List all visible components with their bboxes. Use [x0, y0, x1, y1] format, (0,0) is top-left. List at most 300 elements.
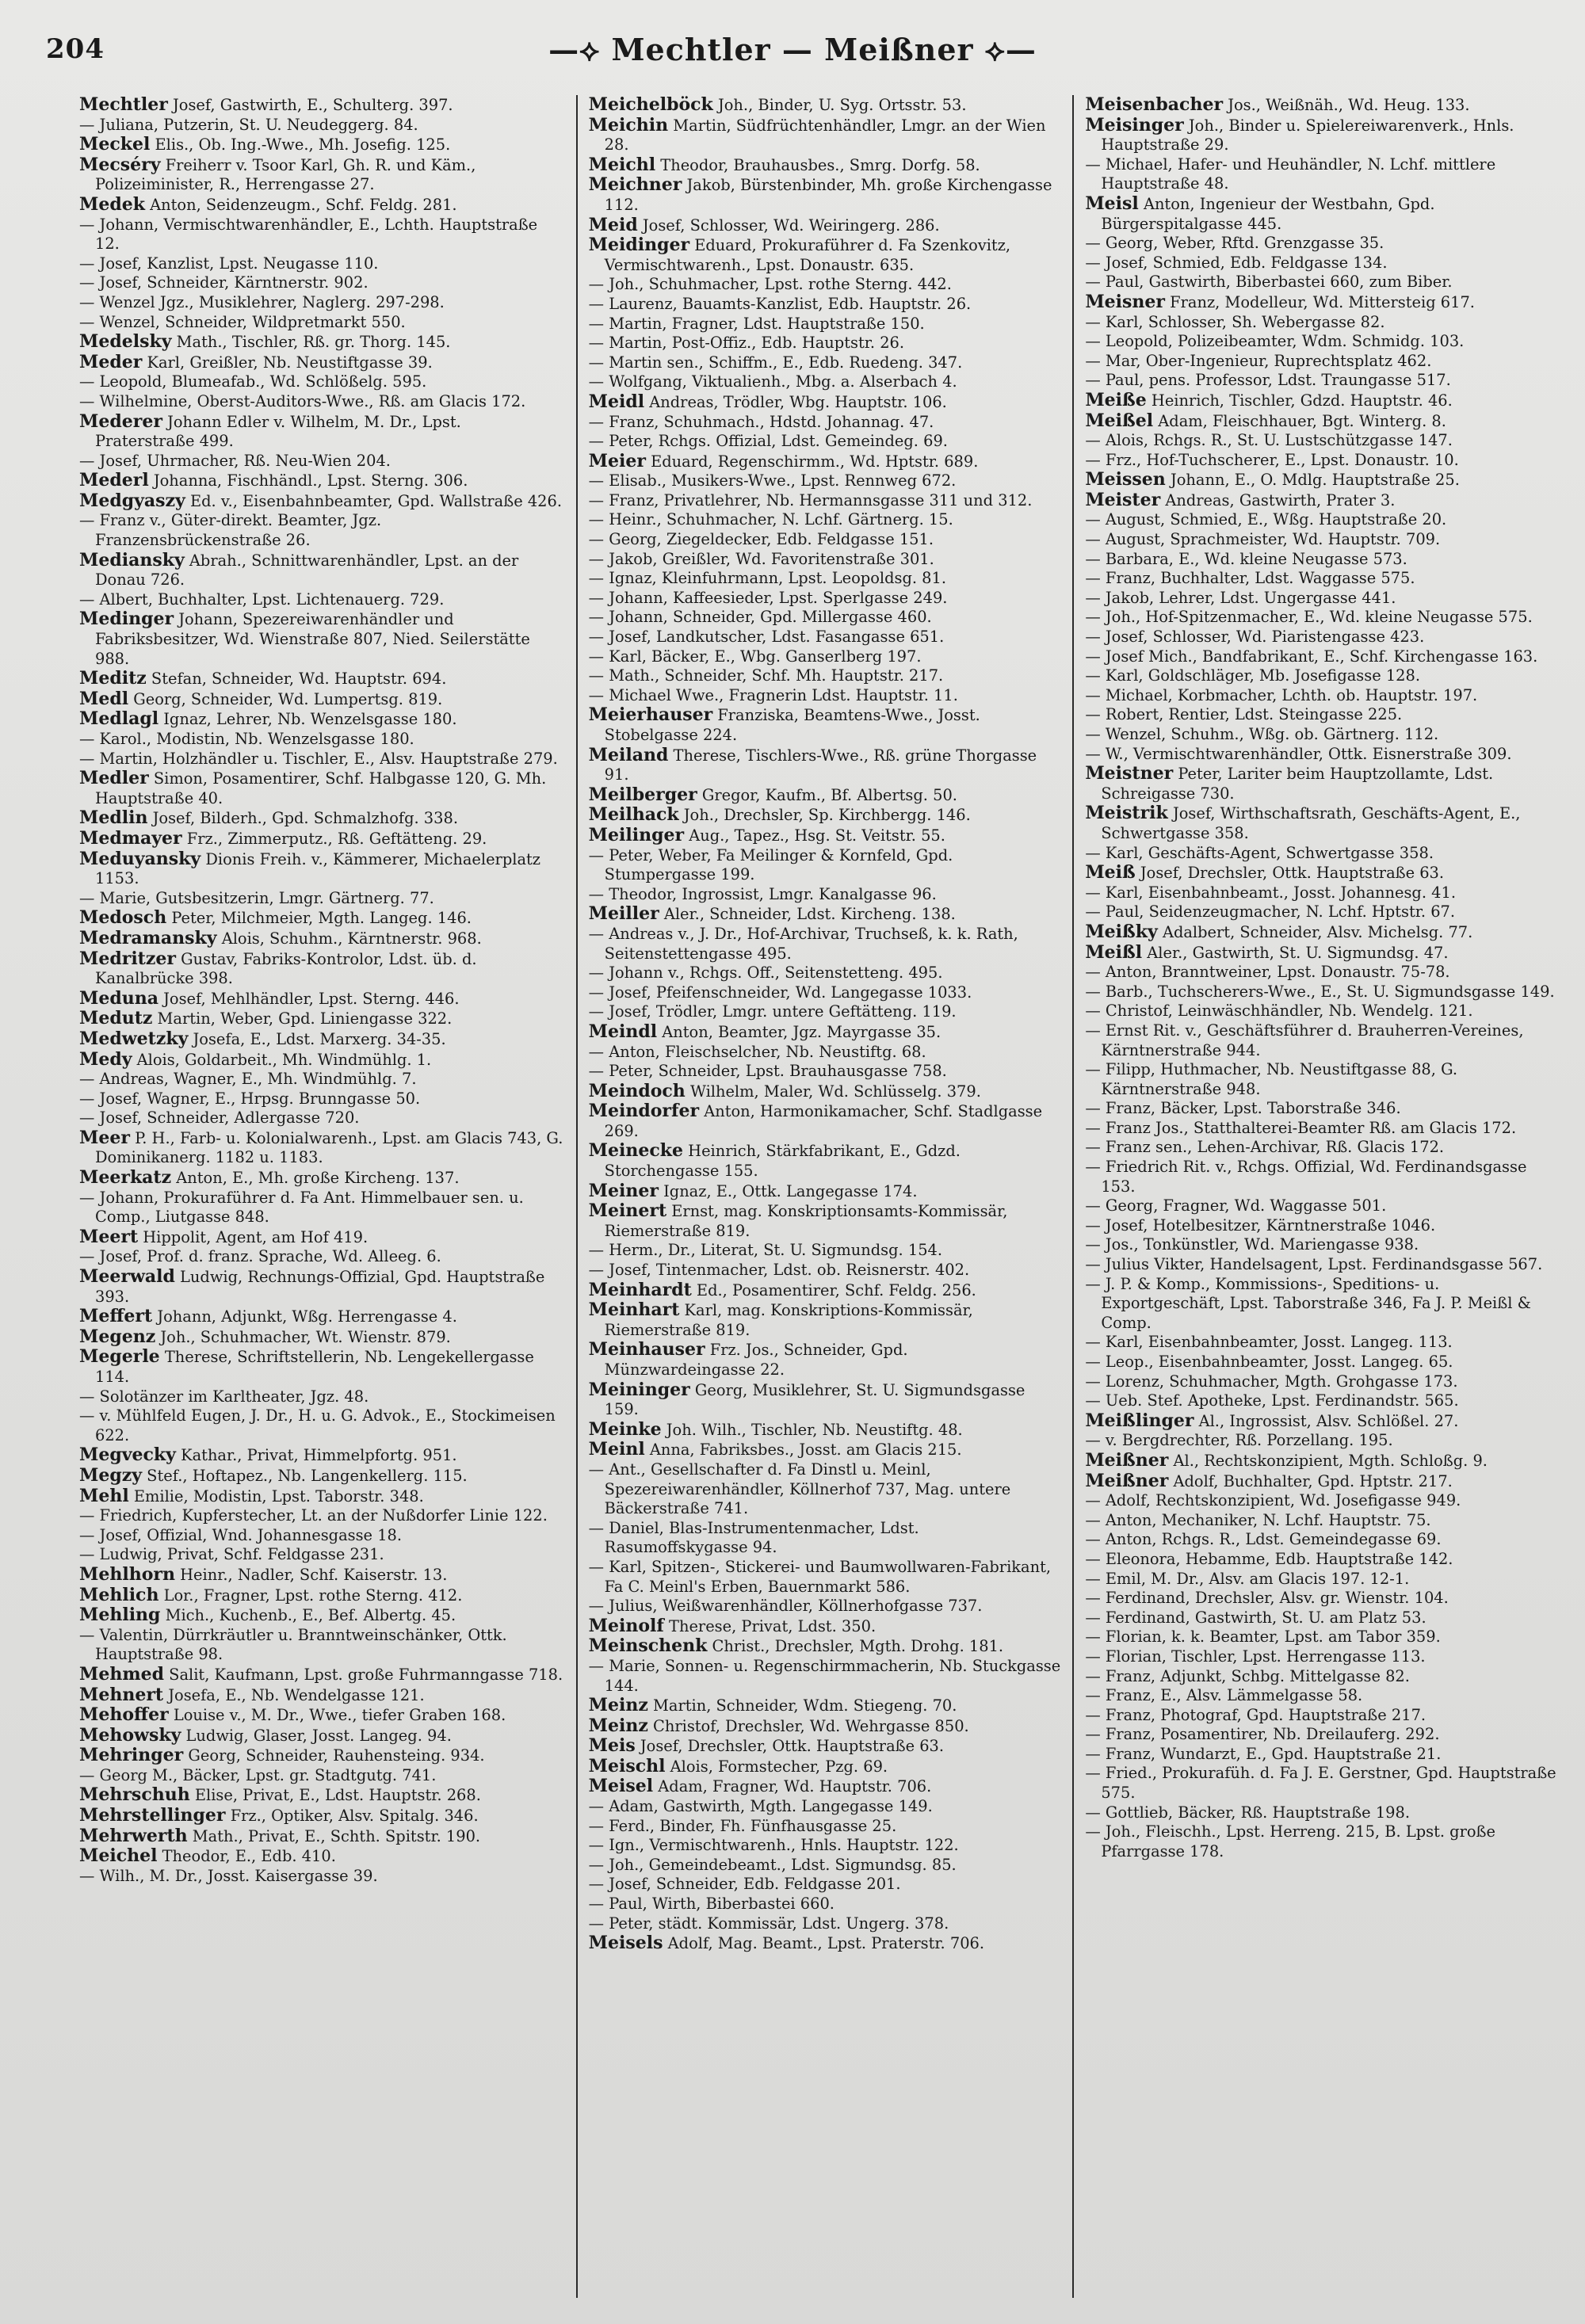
entry-text: — Julius Vikter, Handelsagent, Lpst. Ferdinandsgasse 567.: [1085, 1255, 1543, 1274]
directory-entry: [1085, 254, 1558, 273]
entry-surname: Medosch: [79, 907, 167, 929]
entry-text: Aler., Schneider, Ldst. Kircheng. 138.: [659, 905, 956, 924]
directory-entry: [1085, 1196, 1558, 1216]
directory-entry: [1085, 1099, 1558, 1119]
entry-text: Theodor, Brauhausbes., Smrg. Dorfg. 58.: [655, 155, 980, 174]
directory-entry: [79, 254, 565, 274]
directory-entry: [589, 1558, 1062, 1597]
entry-text: — Elisab., Musikers-Wwe., Lpst. Rennweg 672.: [588, 471, 957, 490]
directory-entry: [79, 155, 565, 195]
entry-text: — Franz, E., Alsv. Lämmelgasse 58.: [1085, 1686, 1363, 1705]
entry-surname: Meffert: [79, 1306, 153, 1327]
entry-surname: Meistrik: [1085, 803, 1168, 824]
directory-entry: [589, 510, 1062, 530]
entry-surname: Megvecky: [79, 1444, 176, 1466]
entry-text: — Gottlieb, Bäcker, Rß. Hauptstraße 198.: [1085, 1803, 1410, 1822]
directory-entry: [79, 1586, 565, 1606]
entry-surname: Meinke: [588, 1418, 662, 1440]
directory-entry: [1085, 725, 1558, 745]
directory-entry: [589, 1757, 1062, 1777]
entry-surname: Medutz: [79, 1008, 153, 1029]
directory-entry: [1085, 1471, 1558, 1492]
directory-entry: [79, 1867, 565, 1887]
directory-entry: [79, 1387, 565, 1407]
directory-entry: [1085, 292, 1558, 313]
entry-surname: Meilinger: [588, 824, 685, 845]
entry-text: Josef, Wirthschaftsrath, Geschäfts-Agent, E., Schwertgasse 358.: [1101, 804, 1521, 842]
directory-entry: [79, 949, 565, 989]
entry-text: Eduard, Regenschirmm., Wd. Hptstr. 689.: [645, 452, 979, 471]
directory-entry: [1085, 1451, 1558, 1471]
entry-text: Josefa, E., Nb. Wendelgasse 121.: [163, 1685, 425, 1704]
directory-entry: [589, 569, 1062, 589]
entry-surname: Medmayer: [79, 827, 182, 849]
directory-entry: [589, 155, 1062, 176]
directory-entry: [79, 730, 565, 750]
directory-entry: [589, 550, 1062, 570]
entry-surname: Meiller: [588, 903, 659, 925]
directory-entry: [79, 1766, 565, 1786]
entry-text: Andreas, Trödler, Wbg. Hauptstr. 106.: [644, 392, 947, 411]
entry-text: — Anton, Branntweiner, Lpst. Donaustr. 75-78.: [1085, 963, 1450, 982]
directory-entry: [1085, 1431, 1558, 1451]
entry-text: — Leopold, Polizeibeamter, Wdm. Schmidg. 103.: [1085, 332, 1465, 351]
entry-surname: Mehlhorn: [79, 1563, 175, 1585]
directory-entry: [79, 372, 565, 392]
entry-text: — Peter, städt. Kommissär, Ldst. Ungerg. 378.: [588, 1914, 949, 1933]
directory-entry: [1085, 1021, 1558, 1060]
directory-entry: [589, 1716, 1062, 1737]
directory-entry: [589, 746, 1062, 785]
entry-text: Josefa, E., Ldst. Marxerg. 34-35.: [188, 1029, 446, 1048]
entry-text: — Karl, Spitzen-, Stickerei- und Baumwollwaren-Fabrikant, Fa C. Meinl's Erben, Bauernmarkt 586.: [588, 1557, 1052, 1596]
directory-entry: [1085, 1235, 1558, 1255]
directory-entry: [79, 590, 565, 610]
entry-surname: Meilhack: [588, 804, 679, 826]
entry-text: Josef, Bilderh., Gpd. Schmalzhofg. 338.: [147, 809, 458, 828]
entry-text: — Franz Jos., Statthalterei-Beamter Rß. am Glacis 172.: [1085, 1118, 1517, 1137]
entry-text: — Josef, Offizial, Wnd. Johannesgasse 18.: [79, 1525, 403, 1544]
entry-text: Alois, Schuhm., Kärntnerstr. 968.: [216, 929, 482, 948]
entry-text: Georg, Schneider, Rauhensteing. 934.: [183, 1746, 485, 1765]
entry-text: — Wenzel Jgz., Musiklehrer, Naglerg. 297-298.: [79, 292, 445, 311]
directory-entry: [79, 829, 565, 849]
entry-surname: Meierhauser: [588, 704, 713, 726]
entry-surname: Meisinger: [1085, 114, 1184, 135]
entry-text: — Franz, Wundarzt, E., Gpd. Hauptstraße 21.: [1085, 1744, 1442, 1763]
entry-text: Aler., Gastwirth, St. U. Sigmundsg. 47.: [1142, 943, 1449, 962]
entry-text: Jakob, Bürstenbinder, Mh. große Kirchengasse 112.: [604, 176, 1052, 214]
entry-text: — August, Schmied, E., Wßg. Hauptstraße 20.: [1085, 510, 1447, 529]
directory-entry: [1085, 1491, 1558, 1511]
entry-surname: Meichelböck: [588, 95, 713, 115]
entry-text: Therese, Tischlers-Wwe., Rß. grüne Thorgasse 91.: [604, 746, 1037, 784]
directory-entry: [1085, 883, 1558, 903]
entry-text: Ignaz, Lehrer, Nb. Wenzelsgasse 180.: [158, 710, 457, 729]
entry-text: Jos., Weißnäh., Wd. Heug. 133.: [1223, 96, 1470, 114]
entry-surname: Meer: [79, 1127, 130, 1148]
directory-entry: [79, 116, 565, 135]
entry-text: — Josef, Schneider, Adlergasse 720.: [79, 1109, 360, 1128]
directory-entry: [79, 135, 565, 155]
entry-text: — Wenzel, Schneider, Wildpretmarkt 550.: [79, 312, 406, 331]
directory-entry: [1085, 686, 1558, 706]
directory-entry: [79, 313, 565, 333]
directory-entry: [79, 1506, 565, 1526]
directory-entry: [79, 1705, 565, 1726]
directory-entry: [79, 1486, 565, 1507]
directory-entry: [79, 1806, 565, 1826]
entry-text: Franz, Modelleur, Wd. Mittersteig 617.: [1165, 292, 1475, 311]
directory-entry: [589, 1836, 1062, 1856]
entry-text: Salit, Kaufmann, Lpst. große Fuhrmanngasse 718.: [164, 1665, 563, 1684]
entry-text: — Karol., Modistin, Nb. Wenzelsgasse 180.: [79, 730, 414, 748]
directory-entry: [1085, 1667, 1558, 1687]
entry-surname: Medgyaszy: [79, 490, 185, 511]
directory-entry: [589, 1101, 1062, 1141]
directory-entry: [79, 1406, 565, 1445]
directory-entry: [1085, 1647, 1558, 1667]
directory-entry: [1085, 1628, 1558, 1647]
directory-entry: [79, 808, 565, 829]
entry-text: Karl, mag. Konskriptions-Kommissär, Riemerstraße 819.: [604, 1301, 973, 1339]
entry-surname: Meister: [1085, 489, 1161, 510]
entry-surname: Meissen: [1085, 469, 1166, 490]
directory-entry: [589, 175, 1062, 215]
directory-entry: [589, 1440, 1062, 1460]
directory-entry: [79, 1685, 565, 1706]
entry-text: Frz., Zimmerputz., Rß. Geftätteng. 29.: [181, 829, 487, 848]
directory-entry: [589, 235, 1062, 275]
entry-text: Johann, Adjunkt, Wßg. Herrengasse 4.: [152, 1307, 457, 1326]
entry-text: — Marie, Sonnen- u. Regenschirmmacherin, Nb. Stuckgasse 144.: [588, 1656, 1061, 1695]
directory-entry: [589, 1420, 1062, 1441]
entry-surname: Meid: [588, 214, 638, 235]
entry-text: — Barbara, E., Wd. kleine Neugasse 573.: [1085, 549, 1407, 568]
entry-surname: Meinecke: [588, 1140, 683, 1162]
directory-entry: [1085, 313, 1558, 333]
entry-text: Christof, Drechsler, Wd. Wehrgasse 850.: [647, 1716, 969, 1735]
entry-text: — Johann, Kaffeesieder, Lpst. Sperlgasse 249.: [588, 588, 948, 607]
directory-entry: [589, 647, 1062, 667]
entry-text: — Valentin, Dürrkräutler u. Branntweinschänker, Ottk. Hauptstraße 98.: [79, 1625, 507, 1664]
entry-text: Louise v., M. Dr., Wwe., tiefer Graben 168.: [168, 1706, 506, 1725]
entry-surname: Medlin: [79, 807, 148, 829]
entry-text: Hippolit, Agent, am Hof 419.: [138, 1227, 369, 1246]
directory-entry: [1085, 1060, 1558, 1099]
entry-text: Math., Privat, E., Schth. Spitstr. 190.: [187, 1826, 481, 1845]
entry-text: — Lorenz, Schuhmacher, Mgth. Grohgasse 173.: [1085, 1372, 1458, 1391]
directory-entry: [1085, 490, 1558, 511]
directory-entry: [589, 334, 1062, 353]
entry-text: — Johann, Vermischtwarenhändler, E., Lchth. Hauptstraße 12.: [79, 215, 538, 254]
entry-surname: Mederl: [79, 470, 149, 491]
directory-entry: [589, 686, 1062, 706]
directory-entry: [79, 1466, 565, 1486]
directory-entry: [79, 1605, 565, 1626]
entry-text: — Josef, Hotelbesitzer, Kärntnerstraße 1046.: [1085, 1215, 1436, 1235]
directory-entry: [589, 1181, 1062, 1202]
entry-text: Aug., Tapez., Hsg. St. Veitstr. 55.: [684, 826, 945, 845]
entry-surname: Meißl: [1085, 941, 1143, 963]
entry-text: Lor., Fragner, Lpst. rothe Sterng. 412.: [158, 1586, 463, 1605]
entry-text: Adam, Fleischhauer, Bgt. Winterg. 8.: [1153, 411, 1446, 430]
directory-entry: [79, 1826, 565, 1847]
entry-text: Johann, Spezereiwarenhändler und Fabriksbesitzer, Wd. Wienstraße 807, Nied. Seilerstätte 988.: [95, 610, 530, 668]
entry-text: Heinrich, Tischler, Gdzd. Hauptstr. 46.: [1146, 391, 1453, 410]
entry-text: Martin, Weber, Gpd. Liniengasse 322.: [152, 1009, 453, 1028]
directory-entry: [589, 1241, 1062, 1261]
entry-text: Martin, Südfrüchtenhändler, Lmgr. an der Wien 28.: [604, 116, 1046, 155]
directory-entry: [79, 1009, 565, 1029]
entry-text: Math., Tischler, Rß. gr. Thorg. 145.: [171, 333, 451, 352]
directory-entry: [1085, 391, 1558, 411]
directory-entry: [79, 1665, 565, 1685]
directory-entry: [589, 471, 1062, 491]
entry-text: — Paul, pens. Professor, Ldst. Traungasse 517.: [1085, 371, 1451, 390]
entry-text: Georg, Schneider, Wd. Lumpertsg. 819.: [128, 689, 443, 708]
entry-text: Alois, Goldarbeit., Mh. Windmühlg. 1.: [132, 1050, 432, 1069]
page-number: 204: [46, 33, 105, 65]
entry-surname: Mederer: [79, 410, 162, 432]
directory-entry: [1085, 628, 1558, 647]
directory-entry: [79, 1526, 565, 1546]
entry-surname: Meininger: [588, 1379, 690, 1400]
entry-surname: Meinert: [588, 1200, 667, 1222]
directory-entry: [79, 1070, 565, 1089]
entry-text: Johann, E., O. Mdlg. Hauptstraße 25.: [1165, 471, 1460, 490]
entry-text: Anton, Beamter, Jgz. Mayrgasse 35.: [657, 1022, 941, 1041]
entry-text: Karl, Greißler, Nb. Neustiftgasse 39.: [142, 353, 433, 372]
directory-entry: [589, 1776, 1062, 1797]
entry-text: — Karl, Geschäfts-Agent, Schwertgasse 358.: [1085, 843, 1434, 862]
entry-text: Peter, Milchmeier, Mgth. Langeg. 146.: [166, 909, 472, 928]
entry-text: — Laurenz, Bauamts-Kanzlist, Edb. Hauptstr. 26.: [588, 294, 972, 313]
entry-surname: Meindl: [588, 1021, 658, 1042]
directory-entry: [589, 1597, 1062, 1616]
entry-text: — Ernst Rit. v., Geschäftsführer d. Brauherren-Vereines, Kärntnerstraße 944.: [1085, 1021, 1524, 1059]
directory-entry: [1085, 863, 1558, 883]
directory-entry: [1085, 1608, 1558, 1628]
directory-entry: [1085, 1570, 1558, 1589]
entry-text: Emilie, Modistin, Lpst. Taborstr. 348.: [128, 1486, 424, 1505]
entry-text: — Franz, Privatlehrer, Nb. Hermannsgasse 311 und 312.: [588, 490, 1033, 509]
entry-text: — Anton, Mechaniker, N. Lchf. Hauptstr. 75.: [1085, 1510, 1431, 1529]
directory-entry: [1085, 608, 1558, 628]
entry-text: — Joh., Gemeindebeamt., Ldst. Sigmundsg. 85.: [588, 1855, 957, 1874]
entry-text: Therese, Schriftstellerin, Nb. Lengekellergasse 114.: [95, 1348, 534, 1386]
directory-entry: [589, 1797, 1062, 1817]
directory-entry: [589, 1696, 1062, 1716]
entry-text: Al., Rechtskonzipient, Mgth. Schloßg. 9.: [1168, 1451, 1488, 1470]
entry-text: — Daniel, Blas-Instrumentenmacher, Ldst. Rasumoffskygasse 94.: [588, 1518, 919, 1557]
directory-entry: [589, 628, 1062, 647]
directory-entry: [1085, 922, 1558, 943]
entry-surname: Meiner: [588, 1180, 659, 1201]
entry-text: Ed., Posamentirer, Schf. Feldg. 256.: [691, 1280, 976, 1299]
entry-surname: Medwetzky: [79, 1028, 189, 1049]
directory-entry: [79, 273, 565, 293]
entry-text: — Math., Schneider, Schf. Mh. Hauptstr. 217.: [588, 666, 944, 685]
entry-text: Simon, Posamentirer, Schf. Halbgasse 120, G. Mh. Hauptstraße 40.: [95, 769, 547, 807]
directory-entry: [79, 1089, 565, 1109]
directory-entry: [589, 95, 1062, 116]
entry-text: — Albert, Buchhalter, Lpst. Lichtenauerg. 729.: [79, 590, 445, 609]
entry-surname: Meder: [79, 351, 143, 372]
entry-text: Josef, Drechsler, Ottk. Hauptstraße 63.: [635, 1737, 945, 1756]
entry-text: Frz. Jos., Schneider, Gpd. Münzwardeingasse 22.: [604, 1341, 908, 1379]
directory-entry: [1085, 647, 1558, 667]
directory-entry: [79, 609, 565, 669]
entry-text: Joh. Wilh., Tischler, Nb. Neustiftg. 48.: [661, 1420, 963, 1439]
directory-entry: [589, 1380, 1062, 1420]
directory-entry: [589, 452, 1062, 472]
entry-text: — Adam, Gastwirth, Mgth. Langegasse 149.: [588, 1797, 933, 1816]
entry-text: Kathar., Privat, Himmelpfortg. 951.: [175, 1446, 457, 1465]
entry-surname: Medler: [79, 768, 149, 789]
entry-text: — Karl, Eisenbahnbeamter, Josst. Langeg. 113.: [1085, 1333, 1453, 1352]
directory-entry: [1085, 431, 1558, 451]
entry-surname: Meindoch: [588, 1080, 686, 1101]
entry-text: — Christof, Leinwäschhändler, Nb. Wendelg. 121.: [1085, 1002, 1473, 1021]
entry-text: — Johann v., Rchgs. Off., Seitenstetteng. 495.: [588, 964, 943, 983]
entry-text: Abrah., Schnittwarenhändler, Lpst. an der Donau 726.: [95, 551, 519, 590]
directory-entry: [589, 1002, 1062, 1022]
entry-surname: Megerle: [79, 1346, 160, 1368]
directory-entry: [1085, 745, 1558, 765]
entry-text: Peter, Lariter beim Hauptzollamte, Ldst. Schreigasse 730.: [1101, 765, 1494, 803]
entry-text: — Peter, Schneider, Lpst. Brauhausgasse 758.: [588, 1062, 947, 1081]
directory-entry: [589, 1914, 1062, 1934]
directory-entry: [589, 491, 1062, 511]
directory-entry: [589, 216, 1062, 236]
directory-entry: [589, 885, 1062, 905]
directory-entry: [1085, 234, 1558, 254]
entry-text: — Ferdinand, Gastwirth, St. U. am Platz 53.: [1085, 1608, 1426, 1627]
entry-surname: Meinhart: [588, 1299, 680, 1321]
directory-entry: [1085, 1333, 1558, 1353]
directory-entry: [589, 1616, 1062, 1637]
entry-text: Eduard, Prokuraführer d. Fa Szenkovitz, Vermischtwarenh., Lpst. Donaustr. 635.: [604, 236, 1011, 274]
column-2: [576, 95, 1073, 2298]
entry-text: — Paul, Seidenzeugmacher, N. Lchf. Hptstr. 67.: [1085, 903, 1456, 922]
entry-text: Ernst, mag. Konskriptionsamts-Kommissär, Riemerstraße 819.: [604, 1202, 1008, 1240]
entry-surname: Mediansky: [79, 549, 185, 571]
entry-text: — Filipp, Huthmacher, Nb. Neustiftgasse 88, G. Kärntnerstraße 948.: [1085, 1060, 1458, 1098]
entry-surname: Mehl: [79, 1485, 129, 1506]
entry-text: — Ignaz, Kleinfuhrmann, Lpst. Leopoldsg. 81.: [588, 569, 947, 588]
entry-text: Christ., Drechsler, Mgth. Drohg. 181.: [707, 1637, 1004, 1656]
directory-entry: [589, 413, 1062, 433]
entry-surname: Medelsky: [79, 331, 172, 353]
entry-text: — Franz sen., Lehen-Archivar, Rß. Glacis 172.: [1085, 1138, 1445, 1157]
entry-text: — J. P. & Komp., Kommissions-, Speditions- u. Exportgeschäft, Lpst. Taborstraße 346, Fa J. P. Meißl & Comp.: [1085, 1274, 1531, 1332]
entry-text: — Josef, Schlosser, Wd. Piaristengasse 423.: [1085, 628, 1425, 647]
directory-entry: [79, 1846, 565, 1867]
entry-surname: Meckel: [79, 134, 151, 155]
entry-surname: Meisels: [588, 1933, 663, 1954]
directory-entry: [1085, 1822, 1558, 1861]
entry-text: — Georg, Weber, Rftd. Grenzgasse 35.: [1085, 234, 1384, 253]
entry-text: — Josef, Tintenmacher, Ldst. ob. Reisnerstr. 402.: [588, 1261, 970, 1280]
entry-text: Elise, Privat, E., Ldst. Hauptstr. 268.: [189, 1786, 481, 1805]
entry-text: — Eleonora, Hebamme, Edb. Hauptstraße 142.: [1085, 1549, 1453, 1568]
directory-entry: [589, 1817, 1062, 1837]
entry-text: — Jos., Tonkünstler, Wd. Mariengasse 938.: [1085, 1235, 1419, 1254]
entry-surname: Meerwald: [79, 1266, 175, 1288]
entry-text: — Martin sen., Schiffm., E., Edb. Ruedeng. 347.: [588, 353, 963, 372]
directory-entry: [589, 1933, 1062, 1954]
entry-text: — Michael, Korbmacher, Lchth. ob. Hauptstr. 197.: [1085, 685, 1478, 704]
entry-text: Josef, Mehlhändler, Lpst. Sterng. 446.: [158, 989, 460, 1008]
entry-surname: Mechtler: [79, 95, 168, 115]
entry-surname: Megenz: [79, 1326, 156, 1347]
directory-entry: [589, 116, 1062, 155]
entry-surname: Meiße: [1085, 389, 1147, 410]
entry-text: Johanna, Fischhändl., Lpst. Sterng. 306.: [148, 471, 468, 490]
directory-entry: [1085, 1725, 1558, 1745]
directory-entry: [1085, 705, 1558, 725]
entry-text: — Josef, Pfeifenschneider, Wd. Langegasse 1033.: [588, 983, 972, 1002]
entry-surname: Medy: [79, 1048, 132, 1070]
entry-surname: Meidl: [588, 391, 645, 412]
directory-entry: [1085, 1764, 1558, 1803]
entry-text: — Joh., Hof-Spitzenmacher, E., Wd. kleine Neugasse 575.: [1085, 608, 1533, 627]
entry-text: — Juliana, Putzerin, St. U. Neudeggerg. 84.: [79, 115, 418, 134]
entry-text: — Andreas v., J. Dr., Hof-Archivar, Truchseß, k. k. Rath, Seitenstettengasse 495.: [588, 924, 1018, 963]
directory-entry: [589, 530, 1062, 550]
directory-entry: [79, 1267, 565, 1307]
directory-entry: [1085, 1216, 1558, 1236]
entry-text: Frz., Optiker, Alsv. Spitalg. 346.: [225, 1807, 479, 1826]
directory-entry: [1085, 95, 1558, 116]
directory-entry: [1085, 155, 1558, 194]
entry-surname: Meinschenk: [588, 1635, 708, 1657]
directory-entry: [1085, 470, 1558, 490]
directory-entry: [79, 1746, 565, 1766]
directory-entry: [79, 216, 565, 254]
directory-entry: [1085, 589, 1558, 609]
entry-surname: Medritzer: [79, 948, 176, 969]
directory-entry: [589, 1300, 1062, 1340]
entry-text: Martin, Schneider, Wdm. Stiegeng. 70.: [647, 1696, 957, 1715]
directory-entry: [589, 295, 1062, 315]
entry-surname: Meinz: [588, 1715, 648, 1736]
entry-text: Therese, Privat, Ldst. 350.: [663, 1616, 877, 1635]
directory-entry: [79, 1726, 565, 1746]
directory-entry: [1085, 451, 1558, 471]
entry-text: — Florian, k. k. Beamter, Lpst. am Tabor 359.: [1085, 1628, 1441, 1647]
directory-entry: [79, 293, 565, 313]
entry-surname: Meis: [588, 1735, 636, 1757]
entry-text: — Herm., Dr., Literat, St. U. Sigmundsg. 154.: [588, 1241, 943, 1260]
entry-surname: Meerkatz: [79, 1167, 172, 1189]
entry-text: Theodor, E., Edb. 410.: [157, 1847, 336, 1866]
entry-surname: Mehoffer: [79, 1704, 169, 1726]
entry-text: — Alois, Rchgs. R., St. U. Lustschützgasse 147.: [1085, 431, 1453, 450]
entry-text: Anton, Ingenieur der Westbahn, Gpd. Bürgerspitalgasse 445.: [1101, 194, 1435, 233]
entry-text: — Ueb. Stef. Apotheke, Lpst. Ferdinandstr. 565.: [1085, 1391, 1459, 1410]
entry-text: Joh., Schuhmacher, Wt. Wienstr. 879.: [155, 1327, 451, 1346]
directory-entry: [79, 1445, 565, 1466]
entry-surname: Meistner: [1085, 763, 1174, 784]
entry-text: Stefan, Schneider, Wd. Hauptstr. 694.: [146, 670, 447, 689]
entry-text: — Paul, Gastwirth, Biberbastei 660, zum Biber.: [1085, 273, 1453, 292]
entry-text: — Georg, Ziegeldecker, Edb. Feldgasse 151.: [588, 530, 934, 549]
directory-entry: [1085, 194, 1558, 234]
entry-text: Gustav, Fabriks-Kontrolor, Ldst. üb. d. Kanalbrücke 398.: [95, 949, 477, 988]
directory-entry: [79, 1785, 565, 1806]
